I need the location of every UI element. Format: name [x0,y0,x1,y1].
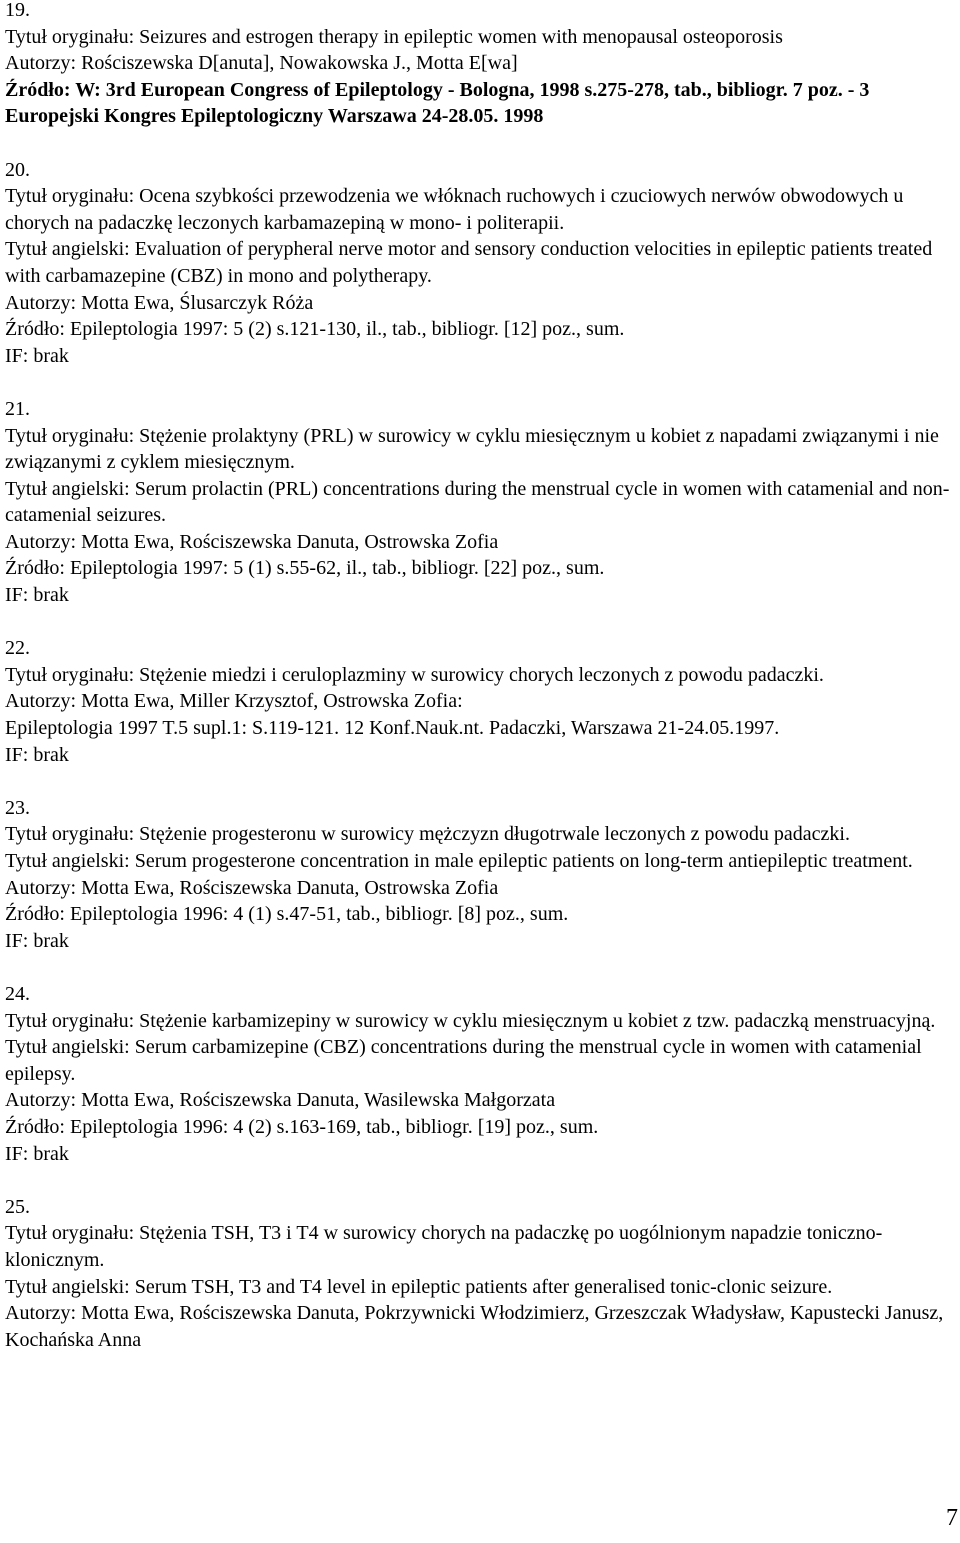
original-title: Tytuł oryginału: Stężenia TSH, T3 i T4 w surowicy chorych na padaczkę po uogólnionym napadzie toniczno-klonicznym. [5,1222,883,1271]
list-item [5,157,955,370]
source: Źródło: Epileptologia 1996: 4 (1) s.47-51, tab., bibliogr. [8] poz., sum. [5,903,569,926]
authors: Autorzy: Motta Ewa, Rościszewska Danuta, Ostrowska Zofia [5,530,499,553]
original-title: Tytuł oryginału: Stężenie progesteronu w surowicy mężczyzn długotrwale leczonych z powodu padaczki. [5,823,850,846]
entry-number: 22. [5,637,30,660]
source: Źródło: Epileptologia 1997: 5 (2) s.121-130, il., tab., bibliogr. [12] poz., sum. [5,318,625,341]
impact-factor: IF: brak [5,584,69,607]
list-item [5,1194,955,1354]
authors: Autorzy: Motta Ewa, Ślusarczyk Róża [5,291,314,314]
english-title: Tytuł angielski: Serum carbamizepine (CBZ) concentrations during the menstrual cycle in women with catamenial epilepsy. [5,1036,922,1085]
english-title: Tytuł angielski: Evaluation of perypheral nerve motor and sensory conduction velocities in epileptic patients treated with carbamazepine (CBZ) in mono and polytherapy. [5,238,933,287]
source: Źródło: Epileptologia 1997: 5 (1) s.55-62, il., tab., bibliogr. [22] poz., sum. [5,557,605,580]
impact-factor: IF: brak [5,1142,69,1165]
entry-number: 24. [5,982,30,1005]
source: Źródło: W: 3rd European Congress of Epileptology - Bologna, 1998 s.275-278, tab., bibliogr. 7 poz. - 3 Europejski Kongres Epileptologiczny Warszawa 24-28.05. 1998 [5,78,870,128]
english-title: Tytuł angielski: Serum progesterone concentration in male epileptic patients on long-term antiepileptic treatment. [5,850,913,872]
entry-number: 25. [5,1195,30,1218]
english-title: Tytuł angielski: Serum TSH, T3 and T4 level in epileptic patients after generalised tonic-clonic seizure. [5,1275,833,1298]
entry-number: 20. [5,158,30,181]
authors: Autorzy: Motta Ewa, Rościszewska Danuta, Ostrowska Zofia [5,876,499,899]
list-item [5,981,955,1167]
source: Epileptologia 1997 T.5 supl.1: S.119-121. 12 Konf.Nauk.nt. Padaczki, Warszawa 21-24.05.1997. [5,717,780,740]
authors: Autorzy: Motta Ewa, Rościszewska Danuta, Wasilewska Małgorzata [5,1089,556,1112]
impact-factor: IF: brak [5,929,69,952]
list-item [5,0,955,130]
impact-factor: IF: brak [5,344,69,367]
authors: Autorzy: Rościszewska D[anuta], Nowakowska J., Motta E[wa] [5,52,518,75]
page-number: 7 [946,1505,958,1531]
bibliography-list [5,0,955,1380]
entry-number: 19. [5,0,30,21]
authors: Autorzy: Motta Ewa, Rościszewska Danuta, Pokrzywnicki Włodzimierz, Grzeszczak Władysław, Kapustecki Janusz, Kochańska Anna [5,1302,944,1351]
entry-number: 21. [5,397,30,420]
original-title: Tytuł oryginału: Ocena szybkości przewodzenia we włóknach ruchowych i czuciowych nerwów obwodowych u chorych na padaczkę leczonych karbamazepiną w mono- i politerapii. [5,185,904,234]
original-title: Tytuł oryginału: Stężenie karbamizepiny w surowicy w cyklu miesięcznym u kobiet z tzw. padaczką menstruacyjną. [5,1009,936,1032]
impact-factor: IF: brak [5,743,69,766]
entry-number: 23. [5,796,30,819]
original-title: Tytuł oryginału: Stężenie miedzi i ceruloplazminy w surowicy chorych leczonych z powodu padaczki. [5,663,824,686]
authors: Autorzy: Motta Ewa, Miller Krzysztof, Ostrowska Zofia: [5,690,463,713]
list-item [5,635,955,768]
list-item [5,396,955,609]
list-item [5,795,955,955]
source: Źródło: Epileptologia 1996: 4 (2) s.163-169, tab., bibliogr. [19] poz., sum. [5,1115,599,1138]
original-title: Tytuł oryginału: Seizures and estrogen therapy in epileptic women with menopausal osteoporosis [5,25,783,48]
english-title: Tytuł angielski: Serum prolactin (PRL) concentrations during the menstrual cycle in women with catamenial and non-catamenial seizures. [5,477,950,527]
original-title: Tytuł oryginału: Stężenie prolaktyny (PRL) w surowicy w cyklu miesięcznym u kobiet z napadami związanymi i nie związanymi z cyklem miesięcznym. [5,424,939,474]
